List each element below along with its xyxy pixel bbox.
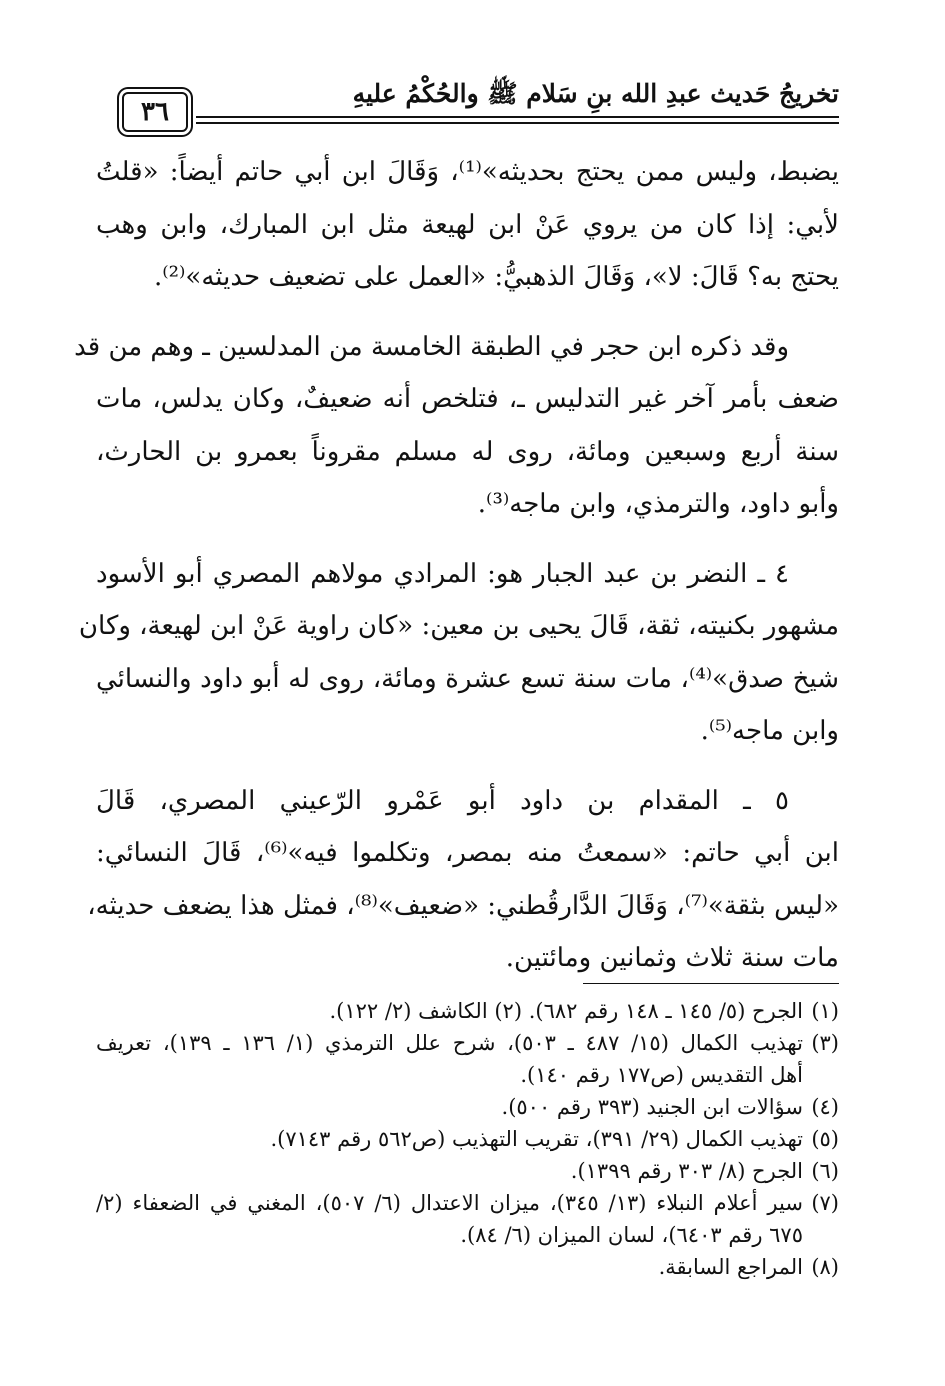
footnote-number: (٦) xyxy=(811,1159,839,1183)
header-rule xyxy=(196,122,839,124)
footnote-text: الجرح (٨/ ٣٠٣ رقم ١٣٩٩). xyxy=(570,1159,803,1183)
footnote-text: ٦٧٥ رقم ٦٤٠٣)، لسان الميزان (٦/ ٨٤). xyxy=(460,1223,803,1247)
text-line: مشهور بكنيته، ثقة، قَالَ يحيى بن معين: «كان راوية عَنْ ابن لهيعة، وكان xyxy=(78,611,839,641)
footnote-number: (١) xyxy=(811,999,839,1023)
paragraph xyxy=(74,321,839,531)
text-line: سنة أربع وسبعين ومائة، روى له مسلم مقروناً بعمرو بن الحارث، xyxy=(96,436,839,467)
footnote-text: أهل التقديس (ص١٧٧ رقم ١٤٠). xyxy=(520,1063,803,1087)
footnote xyxy=(96,1123,839,1155)
footnote xyxy=(96,1155,839,1187)
paragraph xyxy=(96,146,839,304)
footnotes xyxy=(96,995,839,1283)
paragraph xyxy=(87,775,839,985)
footnote-text: الجرح (٥/ ١٤٥ ـ ١٤٨ رقم ٦٨٢). (٢) الكاشف (٢/ ١٢٢). xyxy=(329,999,803,1023)
text-line: وابن ماجه⁽⁵⁾. xyxy=(700,716,839,746)
text-line: ابن أبي حاتم: «سمعتُ منه بمصر، وتكلموا فيه»⁽⁶⁾، قَالَ النسائي: xyxy=(96,838,839,868)
footnote-number: (٧) xyxy=(811,1191,839,1215)
footnote-number: (٤) xyxy=(811,1095,839,1119)
text-line: وقد ذكره ابن حجر في الطبقة الخامسة من المدلسين ـ وهم من قد xyxy=(74,331,789,362)
text-line: وأبو داود، والترمذي، وابن ماجه⁽³⁾. xyxy=(477,489,839,519)
main-text xyxy=(74,146,840,985)
page-header xyxy=(96,78,839,128)
footnote-number: (٥) xyxy=(811,1127,839,1151)
footnote-text: سير أعلام النبلاء (١٣/ ٣٤٥)، ميزان الاعتدال (٦/ ٥٠٧)، المغني في الضعفاء (٢/ xyxy=(96,1191,803,1215)
page-number-frame xyxy=(122,92,188,132)
text-line: يحتج به؟ قَالَ: لا»، وَقَالَ الذهبيُّ: «العمل على تضعيف حديثه»⁽²⁾. xyxy=(153,262,839,292)
footnote xyxy=(96,1091,839,1123)
header-rule xyxy=(196,116,839,118)
text-line: ٤ ـ النضر بن عبد الجبار هو: المرادي مولاهم المصري أبو الأسود xyxy=(96,558,789,589)
footnote xyxy=(96,995,839,1027)
footnote-text: تهذيب الكمال (١٥/ ٤٨٧ ـ ٥٠٣)، شرح علل الترمذي (١/ ١٣٦ ـ ١٣٩)، تعريف xyxy=(96,1031,803,1055)
footnote-text: المراجع السابقة. xyxy=(658,1255,803,1279)
text-line: ٥ ـ المقدام بن داود أبو عَمْرو الرّعيني المصري، قَالَ xyxy=(96,785,789,816)
footnote xyxy=(96,1187,839,1251)
paragraph xyxy=(78,548,839,758)
text-line: «ليس بثقة»⁽⁷⁾، وَقَالَ الدَّارقُطني: «ضعيف»⁽⁸⁾، فمثل هذا يضعف حديثه، xyxy=(87,890,839,921)
footnote-number: (٣) xyxy=(811,1031,839,1055)
header-rule xyxy=(823,122,839,124)
footnote xyxy=(96,1027,839,1091)
page-number: ٣٦ xyxy=(141,97,169,127)
text-line: يضبط، وليس ممن يحتج بحديثه»⁽¹⁾، وَقَالَ ابن أبي حاتم أيضاً: «قلتُ xyxy=(96,157,840,187)
footnote-text: سؤالات ابن الجنيد (٣٩٣ رقم ٥٠٠). xyxy=(501,1095,803,1119)
text-line: مات سنة ثلاث وثمانين ومائتين. xyxy=(505,943,839,973)
footnote-text: تهذيب الكمال (٢٩/ ٣٩١)، تقريب التهذيب (ص٥٦٢ رقم ٧١٤٣). xyxy=(270,1127,803,1151)
text-line: ضعف بأمر آخر غير التدليس ـ، فتلخص أنه ضعيفٌ، وكان يدلس، مات xyxy=(96,384,839,414)
text-line: شيخ صدق»⁽⁴⁾، مات سنة تسع عشرة ومائة، روى له أبو داود والنسائي xyxy=(96,663,839,694)
running-title: تخريجُ حَديث عبدِ الله بنِ سَلام ﷺ والحُكْمُ عليهِ xyxy=(352,79,839,108)
text-line: لأبي: إذا كان من يروي عَنْ ابن لهيعة مثل ابن المبارك، وابن وهب xyxy=(96,209,839,240)
footnote-separator xyxy=(583,983,839,984)
footnote xyxy=(96,1251,839,1283)
footnote-number: (٨) xyxy=(811,1255,839,1279)
header-rule xyxy=(823,116,839,118)
